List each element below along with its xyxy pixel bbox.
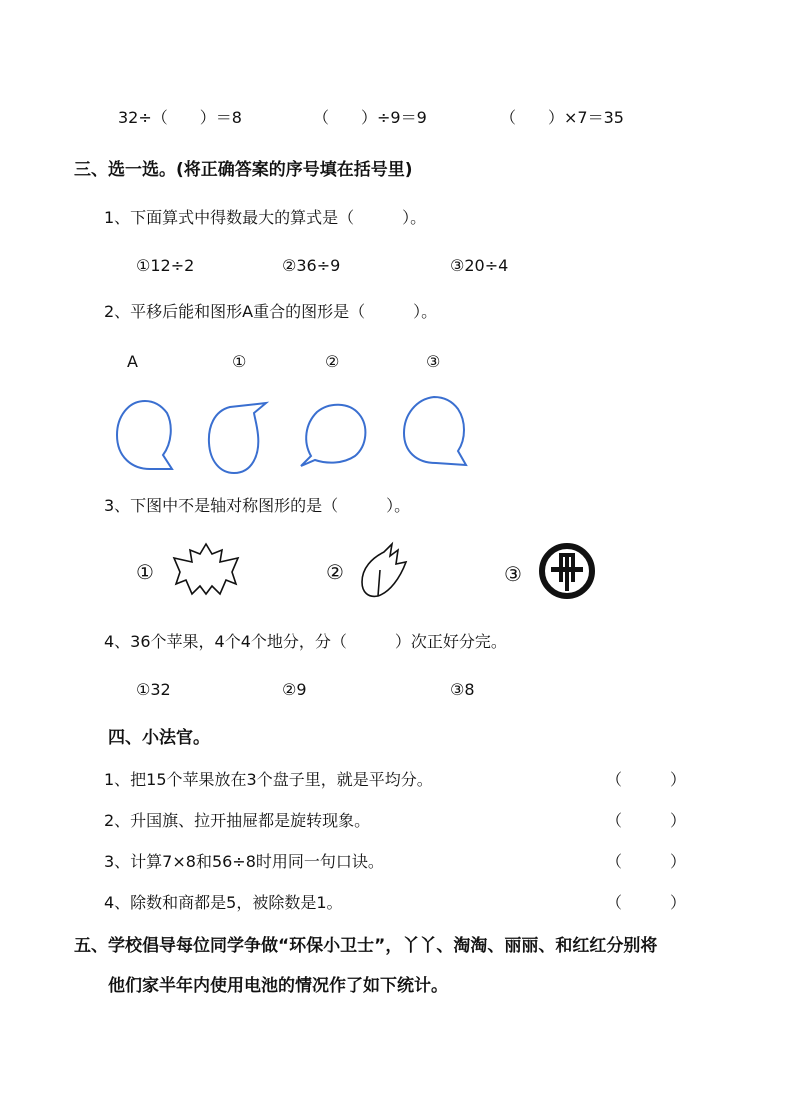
judge-bracket-3: （ ） <box>606 852 687 871</box>
bank-logo-icon <box>537 541 597 601</box>
q2-label-3: ③ <box>426 352 441 371</box>
shape-option-2 <box>293 398 373 473</box>
equation-3: （ ）×7＝35 <box>500 108 624 127</box>
q4-text: 4、36个苹果，4个4个地分，分（ ）次正好分完。 <box>104 632 507 651</box>
shape-option-3 <box>398 393 473 473</box>
leaf-shape <box>354 540 410 602</box>
q3-label-1: ① <box>136 560 154 584</box>
section5-line-2: 他们家半年内使用电池的情况作了如下统计。 <box>108 976 448 996</box>
q3-label-3: ③ <box>504 562 522 586</box>
section4-title: 四、小法官。 <box>108 728 210 748</box>
q2-label-a: A <box>127 352 138 371</box>
q4-option-3: ③8 <box>450 680 475 699</box>
q3-text: 3、下图中不是轴对称图形的是（ ）。 <box>104 496 411 515</box>
judge-item-3: 3、计算7×8和56÷8时用同一句口诀。 <box>104 852 384 871</box>
judge-bracket-1: （ ） <box>606 770 687 789</box>
q4-option-2: ②9 <box>282 680 307 699</box>
q1-option-1: ①12÷2 <box>136 256 195 275</box>
q2-label-1: ① <box>232 352 247 371</box>
q4-option-1: ①32 <box>136 680 171 699</box>
q2-text: 2、平移后能和图形A重合的图形是（ ）。 <box>104 302 438 321</box>
judge-bracket-4: （ ） <box>606 893 687 912</box>
q3-label-2: ② <box>326 560 344 584</box>
q1-option-2: ②36÷9 <box>282 256 341 275</box>
shape-a <box>110 395 180 475</box>
q1-text: 1、下面算式中得数最大的算式是（ ）。 <box>104 208 427 227</box>
equation-1: 32÷（ ）＝8 <box>118 108 242 127</box>
q1-option-3: ③20÷4 <box>450 256 509 275</box>
equation-2: （ ）÷9＝9 <box>313 108 427 127</box>
judge-item-4: 4、除数和商都是5，被除数是1。 <box>104 893 343 912</box>
section5-line-1: 五、学校倡导每位同学争做“环保小卫士”，丫丫、淘淘、丽丽、和红红分别将 <box>74 936 658 956</box>
section3-title: 三、选一选。(将正确答案的序号填在括号里) <box>74 160 413 180</box>
judge-item-2: 2、升国旗、拉开抽屉都是旋转现象。 <box>104 811 371 830</box>
q2-label-2: ② <box>325 352 340 371</box>
flower-shape <box>168 540 244 600</box>
judge-bracket-2: （ ） <box>606 811 687 830</box>
shape-option-1 <box>200 395 275 480</box>
judge-item-1: 1、把15个苹果放在3个盘子里，就是平均分。 <box>104 770 433 789</box>
